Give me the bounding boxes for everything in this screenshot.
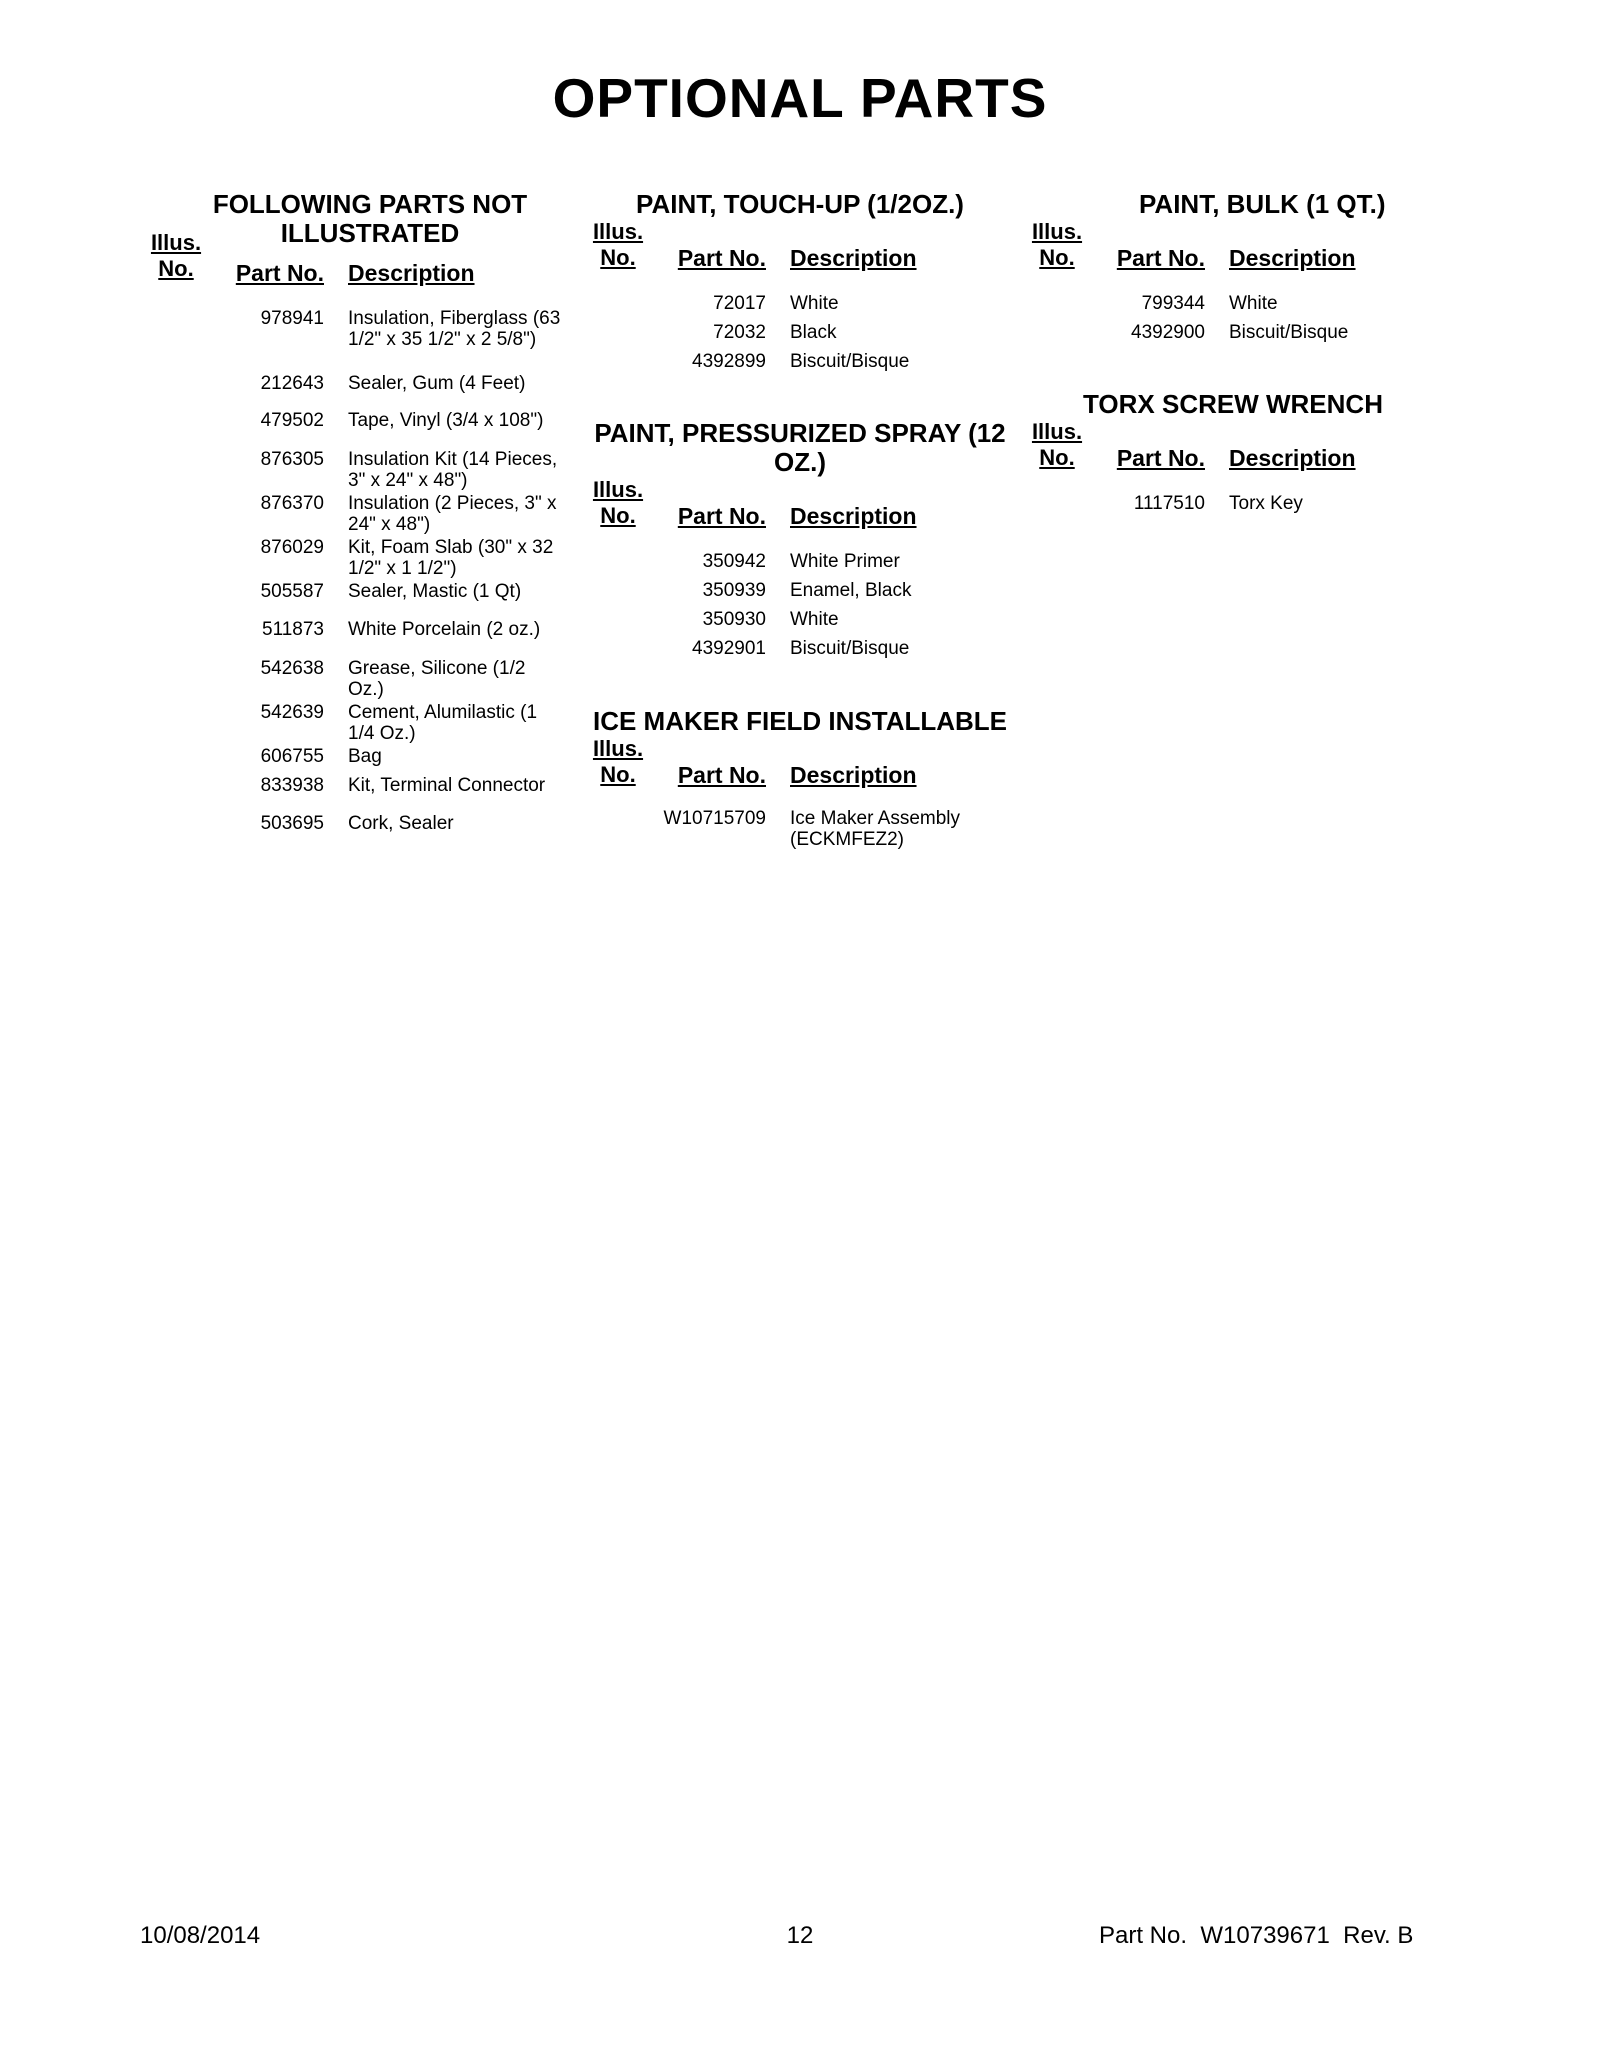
parts-list — [590, 293, 1010, 380]
part-number: 479502 — [260, 410, 324, 431]
part-number: 542639 — [260, 702, 324, 723]
part-no-header: Part No. — [1116, 445, 1205, 471]
part-description: White Primer — [790, 551, 900, 572]
section-title: PAINT, BULK (1 QT.) — [1139, 189, 1386, 219]
part-number: 978941 — [260, 308, 324, 329]
part-description: Cement, Alumilastic (1 1/4 Oz.) — [348, 702, 538, 744]
part-description: Cork, Sealer — [348, 813, 454, 834]
section-paint-bulk — [1029, 190, 1449, 351]
table-row — [590, 293, 1010, 322]
part-number: 72032 — [713, 322, 766, 343]
part-number: 606755 — [260, 746, 324, 767]
part-description: White — [790, 293, 839, 314]
illus-label: Illus. — [592, 219, 644, 244]
description-header: Description — [1229, 245, 1356, 271]
page-title: OPTIONAL PARTS — [552, 67, 1048, 129]
illus-no-header — [590, 736, 646, 788]
table-row — [1029, 322, 1449, 351]
part-number: 350930 — [702, 609, 766, 630]
part-number: 876305 — [260, 449, 324, 470]
no-label: No. — [600, 245, 636, 270]
section-title: ICE MAKER FIELD INSTALLABLE — [592, 706, 1008, 736]
table-row — [590, 551, 1010, 580]
part-number: 72017 — [713, 293, 766, 314]
part-number: 212643 — [260, 373, 324, 394]
table-row — [148, 410, 568, 449]
no-label: No. — [600, 503, 636, 528]
part-description: White — [1229, 293, 1278, 314]
part-number: 833938 — [260, 775, 324, 796]
illus-no-header — [1029, 219, 1085, 271]
footer-doc-number: W10739671 — [1200, 1922, 1330, 1949]
footer-part-number — [1099, 1922, 1413, 1950]
part-description: Sealer, Mastic (1 Qt) — [348, 581, 522, 602]
part-number: 511873 — [262, 619, 324, 640]
table-row — [148, 746, 568, 775]
part-number: 876370 — [260, 493, 324, 514]
table-row — [590, 322, 1010, 351]
description-header: Description — [1229, 445, 1356, 471]
part-description: Enamel, Black — [790, 580, 912, 601]
no-label: No. — [158, 256, 194, 281]
illus-no-header — [590, 219, 646, 271]
part-number: 350939 — [702, 580, 766, 601]
section-paint-spray — [590, 419, 1010, 667]
description-header: Description — [348, 260, 475, 286]
table-row — [148, 581, 568, 619]
no-label: No. — [600, 762, 636, 787]
part-description: Grease, Silicone (1/2 Oz.) — [348, 658, 526, 700]
table-row — [1029, 293, 1449, 322]
column-headers — [1029, 211, 1449, 281]
part-description: Tape, Vinyl (3/4 x 108") — [348, 410, 544, 431]
section-title: TORX SCREW WRENCH — [1083, 389, 1383, 419]
illus-no-header — [1029, 419, 1085, 471]
part-number: 542638 — [260, 658, 324, 679]
section-torx-wrench — [1029, 390, 1449, 522]
table-row — [1029, 493, 1449, 522]
part-number: 799344 — [1141, 293, 1205, 314]
table-row — [590, 580, 1010, 609]
part-number: 876029 — [260, 537, 324, 558]
section-title: PAINT, PRESSURIZED SPRAY (12 OZ.) — [594, 418, 1006, 477]
column-headers — [590, 211, 1010, 281]
parts-list — [1029, 493, 1449, 522]
parts-list — [148, 308, 568, 842]
footer-date: 10/08/2014 — [140, 1922, 261, 1949]
illus-label: Illus. — [592, 736, 644, 761]
footer-part-label: Part No. — [1099, 1922, 1188, 1949]
illus-label: Illus. — [1031, 219, 1083, 244]
table-row — [590, 808, 1010, 852]
part-number: 503695 — [260, 813, 324, 834]
part-description: Bag — [348, 746, 382, 767]
illus-label: Illus. — [1031, 419, 1083, 444]
part-number: 4392899 — [692, 351, 766, 372]
illus-label: Illus. — [592, 477, 644, 502]
part-description: Torx Key — [1229, 493, 1303, 514]
table-row — [148, 702, 568, 746]
description-header: Description — [790, 762, 917, 788]
table-row — [590, 638, 1010, 667]
table-row — [148, 537, 568, 581]
no-label: No. — [1039, 445, 1075, 470]
part-description: Ice Maker Assembly (ECKMFEZ2) — [790, 808, 960, 850]
part-description: Biscuit/Bisque — [1229, 322, 1349, 343]
part-description: Kit, Foam Slab (30" x 32 1/2" x 1 1/2") — [348, 537, 554, 579]
part-description: Biscuit/Bisque — [790, 638, 910, 659]
table-row — [148, 813, 568, 842]
part-no-header: Part No. — [677, 503, 766, 529]
part-number: 4392901 — [692, 638, 766, 659]
parts-list — [590, 551, 1010, 667]
part-number: 350942 — [702, 551, 766, 572]
part-description: White — [790, 609, 839, 630]
part-number: 505587 — [260, 581, 324, 602]
column-headers — [1029, 411, 1449, 481]
part-description: Black — [790, 322, 837, 343]
part-description: Insulation, Fiberglass (63 1/2" x 35 1/2" x 2 5/8") — [348, 308, 561, 350]
section-title: PAINT, TOUCH-UP (1/2OZ.) — [636, 189, 964, 219]
table-row — [148, 619, 568, 658]
part-description: Insulation Kit (14 Pieces, 3" x 24" x 48") — [348, 449, 558, 491]
column-headers — [590, 469, 1010, 539]
part-no-header: Part No. — [677, 762, 766, 788]
section-title: FOLLOWING PARTS NOT ILLUSTRATED — [212, 189, 528, 248]
illus-no-header — [148, 230, 204, 282]
part-number: 1117510 — [1133, 493, 1205, 514]
part-description: Biscuit/Bisque — [790, 351, 910, 372]
description-header: Description — [790, 245, 917, 271]
part-number: 4392900 — [1131, 322, 1205, 343]
table-row — [148, 775, 568, 813]
illus-no-header — [590, 477, 646, 529]
part-description: White Porcelain (2 oz.) — [348, 619, 541, 640]
table-row — [148, 449, 568, 493]
table-row — [590, 351, 1010, 380]
no-label: No. — [1039, 245, 1075, 270]
table-row — [148, 373, 568, 410]
footer-page-number: 12 — [786, 1922, 814, 1949]
section-ice-maker — [590, 707, 1010, 852]
description-header: Description — [790, 503, 917, 529]
part-description: Insulation (2 Pieces, 3" x 24" x 48") — [348, 493, 557, 535]
table-row — [590, 609, 1010, 638]
table-row — [148, 658, 568, 702]
table-row — [148, 308, 568, 373]
part-no-header: Part No. — [677, 245, 766, 271]
parts-list — [590, 808, 1010, 852]
part-no-header: Part No. — [1116, 245, 1205, 271]
parts-list — [1029, 293, 1449, 351]
table-row — [148, 493, 568, 537]
section-paint-touch-up — [590, 190, 1010, 380]
section-not-illustrated — [148, 190, 568, 842]
part-description: Sealer, Gum (4 Feet) — [348, 373, 526, 394]
column-headers — [148, 230, 568, 300]
part-no-header: Part No. — [235, 260, 324, 286]
illus-label: Illus. — [150, 230, 202, 255]
part-description: Kit, Terminal Connector — [348, 775, 546, 796]
footer-rev: Rev. B — [1343, 1922, 1414, 1949]
part-number: W10715709 — [663, 808, 766, 829]
column-headers — [590, 728, 1010, 798]
